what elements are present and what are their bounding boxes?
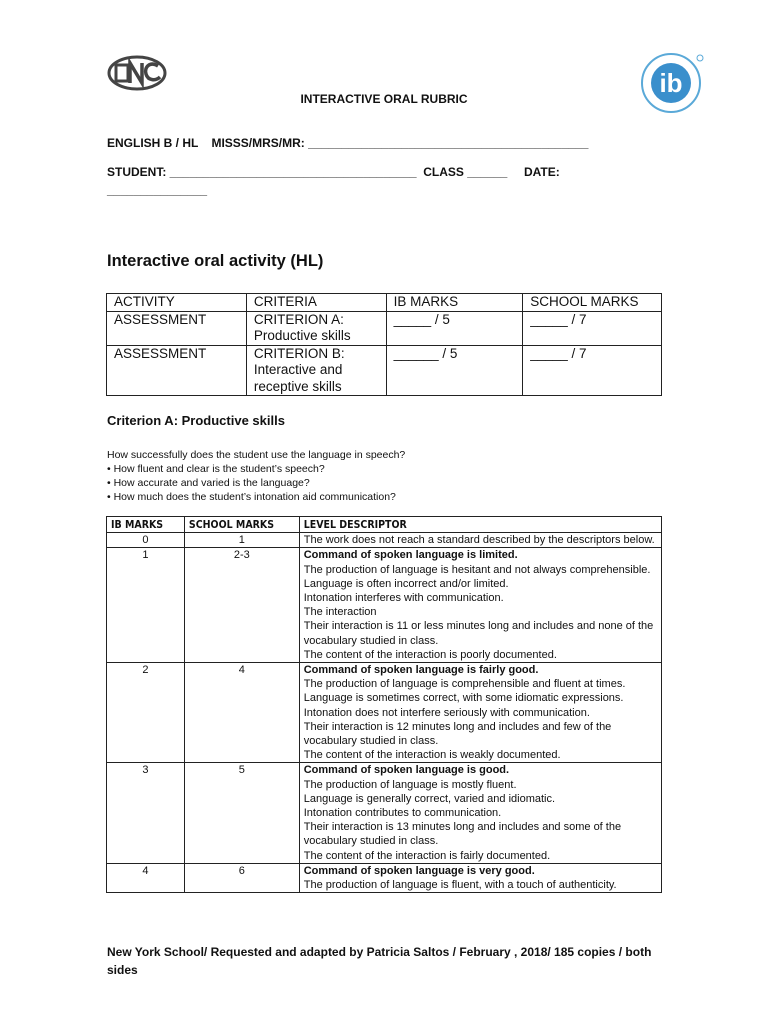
- descriptor-line: The work does not reach a standard described by the descriptors below.: [303, 534, 655, 547]
- school-mark: 4: [184, 663, 299, 763]
- table-row: [107, 863, 662, 892]
- table-header: IB MARKS: [386, 294, 523, 312]
- table-header: CRITERIA: [246, 294, 386, 312]
- summary-table: [106, 293, 662, 396]
- school-mark: 1: [184, 533, 299, 548]
- table-row: [107, 345, 662, 396]
- ib-mark: 2: [107, 663, 185, 763]
- descriptor-line: The production of language is fluent, with a touch of authenticity.: [303, 879, 617, 892]
- school-mark: 2-3: [184, 548, 299, 663]
- descriptor-line: Their interaction is 12 minutes long and includes and few of the vocabulary studied in class.: [303, 720, 612, 748]
- descriptor-line: The content of the interaction is fairly documented.: [303, 849, 551, 862]
- footer-note: New York School/ Requested and adapted by Patricia Saltos / February , 2018/ 185 copies / both sides: [107, 945, 652, 977]
- table-row: [107, 517, 662, 533]
- ib-mark: 3: [107, 763, 185, 863]
- descriptor-line: Their interaction is 13 minutes long and includes and some of the vocabulary studied in class.: [303, 821, 622, 848]
- descriptor-line: The content of the interaction is poorly documented.: [303, 648, 557, 661]
- school-mark: 6: [184, 863, 299, 892]
- descriptor-line: Language is sometimes correct, with some idiomatic expressions.: [303, 692, 624, 705]
- school-logo: [106, 53, 168, 93]
- section-title: Interactive oral activity (HL): [107, 252, 324, 270]
- descriptor-line: Intonation does not interfere seriously with communication.: [303, 706, 590, 719]
- table-header: IB MARKS: [107, 517, 185, 533]
- descriptor-title: Command of spoken language is very good.: [303, 864, 535, 877]
- descriptor-title: Command of spoken language is fairly good.: [303, 664, 539, 677]
- table-row: [107, 663, 662, 763]
- descriptor-line: Language is often incorrect and/or limited.: [303, 577, 509, 590]
- school-mark: 5: [184, 763, 299, 863]
- date-line: _______________: [107, 183, 208, 197]
- descriptor-line: Their interaction is 11 or less minutes long and includes and none of the vocabulary studied in class.: [303, 620, 654, 647]
- level-descriptor: [299, 548, 661, 663]
- table-cell: ______ / 5: [386, 345, 523, 396]
- rubric-table: [106, 516, 662, 893]
- table-cell: _____ / 5: [386, 311, 523, 345]
- guiding-questions: [107, 448, 405, 504]
- teacher-line: ENGLISH B / HL MISSS/MRS/MR: __________________________________________: [107, 136, 589, 150]
- page-title: INTERACTIVE ORAL RUBRIC: [300, 92, 468, 106]
- table-header: SCHOOL MARKS: [523, 294, 662, 312]
- descriptor-line: Intonation contributes to communication.: [303, 807, 502, 820]
- descriptor-line: The production of language is hesitant and not always comprehensible.: [303, 563, 651, 576]
- descriptor-line: Language is generally correct, varied and idiomatic.: [303, 792, 556, 805]
- table-cell: CRITERION B: Interactive and receptive skills: [246, 345, 386, 396]
- question: • How accurate and varied is the language?: [107, 477, 310, 489]
- ib-mark: 4: [107, 863, 185, 892]
- level-descriptor: [299, 763, 661, 863]
- question: • How much does the student’s intonation aid communication?: [107, 491, 396, 503]
- table-header: LEVEL DESCRIPTOR: [299, 517, 661, 533]
- table-row: [107, 548, 662, 663]
- level-descriptor: [299, 663, 661, 763]
- descriptor-line: The production of language is comprehensible and fluent at times.: [303, 678, 626, 691]
- criterion-a-title: Criterion A: Productive skills: [107, 413, 285, 428]
- table-cell: ASSESSMENT: [107, 345, 247, 396]
- descriptor-line: Intonation interferes with communication.: [303, 592, 504, 605]
- table-cell: ASSESSMENT: [107, 311, 247, 345]
- descriptor-line: The production of language is mostly fluent.: [303, 778, 517, 791]
- student-line: STUDENT: _____________________________________ CLASS ______ DATE:: [107, 165, 560, 179]
- descriptor-title: Command of spoken language is limited.: [303, 549, 518, 562]
- descriptor-title: Command of spoken language is good.: [303, 764, 510, 777]
- table-cell: _____ / 7: [523, 345, 662, 396]
- table-cell: CRITERION A: Productive skills: [246, 311, 386, 345]
- table-row: [107, 311, 662, 345]
- descriptor-line: The content of the interaction is weakly documented.: [303, 749, 561, 762]
- question: • How fluent and clear is the student’s speech?: [107, 463, 325, 475]
- descriptor-line: The interaction: [303, 606, 377, 619]
- level-descriptor: [299, 863, 661, 892]
- question: How successfully does the student use the language in speech?: [107, 449, 406, 461]
- level-descriptor: [299, 533, 661, 548]
- table-header: SCHOOL MARKS: [184, 517, 299, 533]
- table-row: [107, 294, 662, 312]
- ib-mark: 1: [107, 548, 185, 663]
- table-row: [107, 763, 662, 863]
- table-row: [107, 533, 662, 548]
- svg-text:ib: ib: [659, 68, 683, 98]
- table-cell: _____ / 7: [523, 311, 662, 345]
- table-header: ACTIVITY: [107, 294, 247, 312]
- ib-mark: 0: [107, 533, 185, 548]
